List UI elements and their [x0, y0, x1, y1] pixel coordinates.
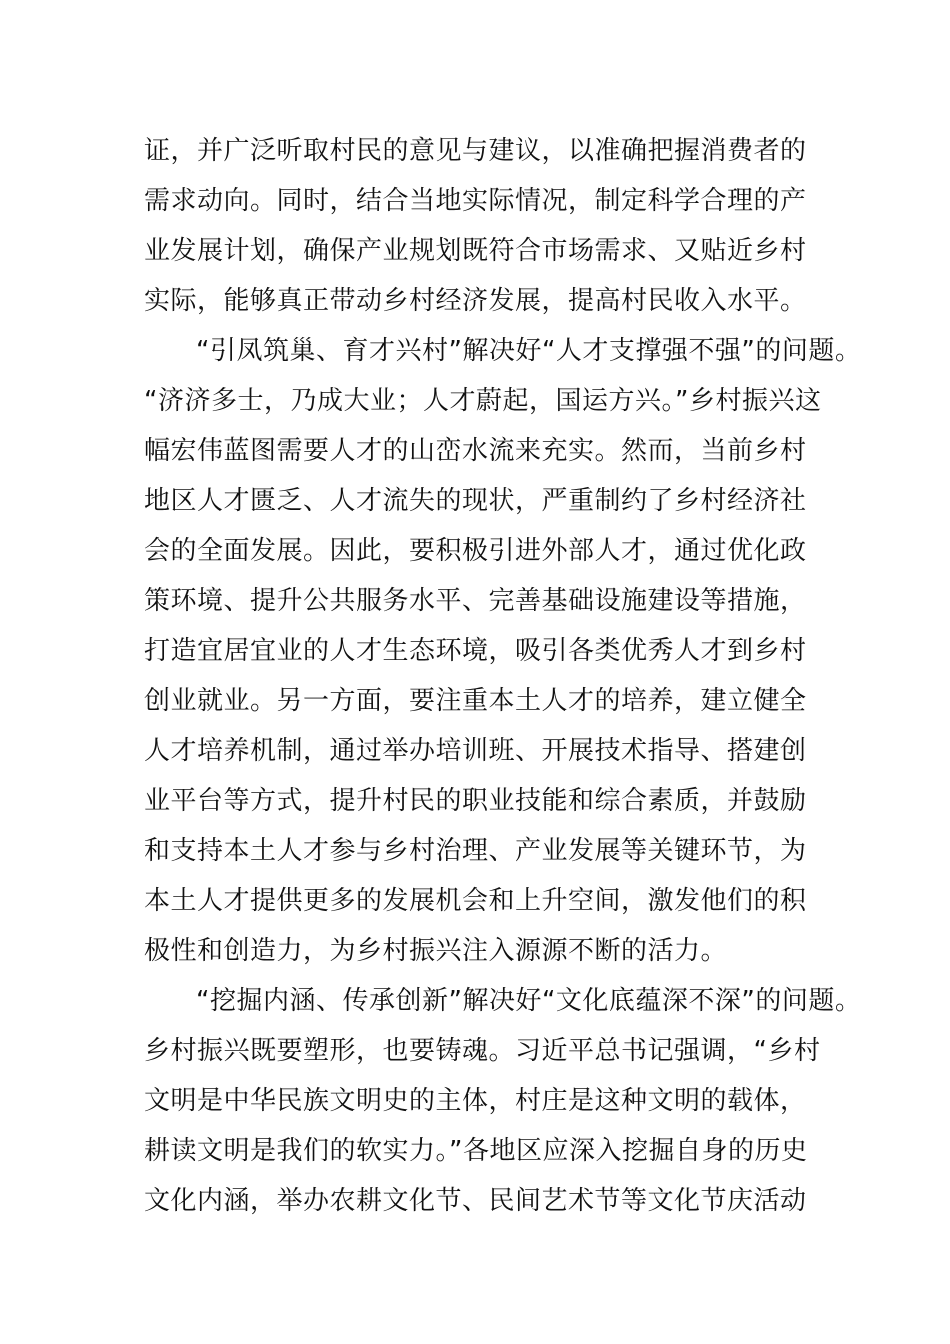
text-line: “济济多士，乃成大业；人才蔚起，国运方兴。”乡村振兴这: [144, 386, 822, 416]
text-line: 创业就业。另一方面，要注重本土人才的培养，建立健全: [144, 686, 807, 716]
text-line: 文明是中华民族文明史的主体，村庄是这种文明的载体，: [144, 1086, 807, 1116]
text-line: 人才培养机制，通过举办培训班、开展技术指导、搭建创: [144, 736, 807, 766]
text-line: 会的全面发展。因此，要积极引进外部人才，通过优化政: [144, 536, 807, 566]
text-line: 打造宜居宜业的人才生态环境，吸引各类优秀人才到乡村: [144, 636, 807, 666]
section-heading-talent: “引凤筑巢、育才兴村”解决好“人才支撑强不强”的问题。: [196, 336, 862, 366]
text-line: 策环境、提升公共服务水平、完善基础设施建设等措施，: [144, 586, 807, 616]
text-line: 需求动向。同时，结合当地实际情况，制定科学合理的产: [144, 186, 807, 216]
text-line: 和支持本土人才参与乡村治理、产业发展等关键环节，为: [144, 836, 807, 866]
text-line: 实际，能够真正带动乡村经济发展，提高村民收入水平。: [144, 286, 807, 316]
text-line: 地区人才匮乏、人才流失的现状，严重制约了乡村经济社: [144, 486, 807, 516]
text-line: 耕读文明是我们的软实力。”各地区应深入挖掘自身的历史: [144, 1136, 808, 1166]
document-body: [144, 126, 862, 1226]
section-heading-culture: “挖掘内涵、传承创新”解决好“文化底蕴深不深”的问题。: [196, 986, 862, 1016]
text-line: 乡村振兴既要塑形，也要铸魂。习近平总书记强调，“乡村: [144, 1036, 821, 1066]
text-line: 极性和创造力，为乡村振兴注入源源不断的活力。: [144, 936, 728, 966]
text-line: 业发展计划，确保产业规划既符合市场需求、又贴近乡村: [144, 236, 807, 266]
text-line: 证，并广泛听取村民的意见与建议，以准确把握消费者的: [144, 136, 807, 166]
text-line: 本土人才提供更多的发展机会和上升空间，激发他们的积: [144, 886, 807, 916]
text-line: 业平台等方式，提升村民的职业技能和综合素质，并鼓励: [144, 786, 807, 816]
text-line: 幅宏伟蓝图需要人才的山峦水流来充实。然而，当前乡村: [144, 436, 807, 466]
text-line: 文化内涵，举办农耕文化节、民间艺术节等文化节庆活动: [144, 1186, 807, 1216]
